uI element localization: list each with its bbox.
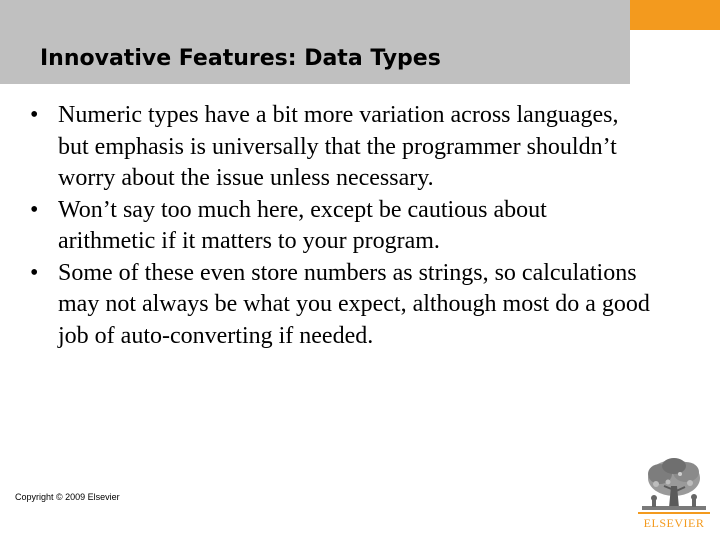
slide-title: Innovative Features: Data Types bbox=[40, 46, 441, 71]
bullet-item bbox=[30, 100, 650, 195]
accent-bar bbox=[630, 0, 720, 30]
copyright-footer: Copyright © 2009 Elsevier bbox=[15, 492, 120, 502]
bullet-text: Some of these even store numbers as strings, so calculations may not always be what you expect, although most do a good job of auto-converting if needed. bbox=[58, 259, 650, 349]
accent-bar-lower bbox=[630, 30, 720, 84]
bullet-dot: • bbox=[30, 196, 39, 223]
bullet-dot: • bbox=[30, 259, 39, 286]
title-band bbox=[0, 0, 630, 84]
bullet-dot: • bbox=[30, 102, 39, 128]
bullet-text: Won’t say too much here, except be cautious about arithmetic if it matters to your program. bbox=[58, 196, 547, 254]
bullet-text: Numeric types have a bit more variation across languages, but emphasis is universally that the programmer shouldn’t worry about the issue unless necessary. bbox=[58, 102, 619, 191]
bullet-item bbox=[30, 258, 650, 353]
bullet-list bbox=[30, 100, 650, 352]
bullet-item bbox=[30, 195, 650, 258]
logo-wordmark: ELSEVIER bbox=[643, 516, 705, 530]
